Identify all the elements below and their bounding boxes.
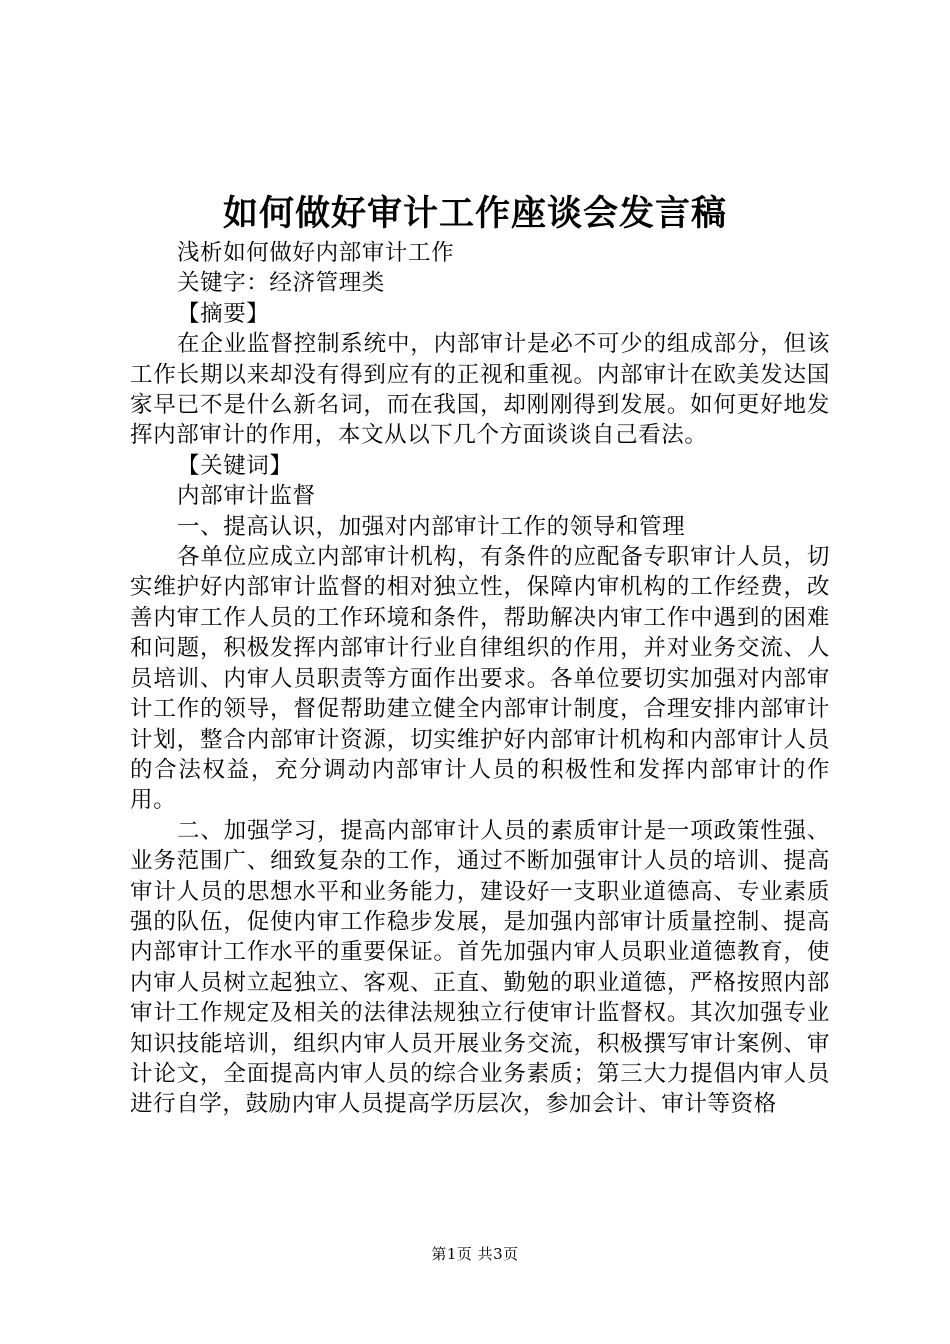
- keywords-heading: 【关键词】: [177, 452, 293, 479]
- abstract-heading: 【摘要】: [177, 300, 270, 327]
- page-footer: 第1页 共3页: [431, 1245, 519, 1263]
- section-heading-1: 一、提高认识，加强对内部审计工作的领导和管理: [177, 513, 686, 540]
- keywords-list: 内部审计监督: [177, 483, 316, 510]
- section-paragraph-2: 二、加强学习，提高内部审计人员的素质审计是一项政策性强、业务范围广、细致复杂的工作，通过不断加强审计人员的培训、提高审计人员的思想水平和业务能力，建设好一支职业道德高、专业素质强的队伍，促使内审工作稳步发展，是加强内部审计质量控制、提高内部审计工作水平的重要保证。首先加强内审人员职业道德教育，使内审人员树立起独立、客观、正直、勤勉的职业道德，严格按照内部审计工作规定及相关的法律法规独立行使审计监督权。其次加强专业知识技能培训，组织内审人员开展业务交流，积极撰写审计案例、审计论文，全面提高内审人员的综合业务素质；第三大力提倡内审人员进行自学，鼓励内审人员提高学历层次，参加会计、审计等资格: [130, 817, 830, 1118]
- document-title: 如何做好审计工作座谈会发言稿: [222, 193, 727, 234]
- keywords-paragraph: 关键字：经济管理类: [177, 270, 385, 297]
- section-paragraph-1: 各单位应成立内部审计机构，有条件的应配备专职审计人员，切实维护好内部审计监督的相对独立性，保障内审机构的工作经费，改善内审工作人员的工作环境和条件，帮助解决内审工作中遇到的困难和问题，积极发挥内部审计行业自律组织的作用，并对业务交流、人员培训、内审人员职责等方面作出要求。各单位要切实加强对内部审计工作的领导，督促帮助建立健全内部审计制度，合理安排内部审计计划，整合内部审计资源，切实维护好内部审计机构和内部审计人员的合法权益，充分调动内部审计人员的积极性和发挥内部审计的作用。: [130, 544, 830, 814]
- document-body: [130, 238, 830, 1120]
- subtitle-paragraph: 浅析如何做好内部审计工作: [177, 240, 455, 266]
- abstract-paragraph: 在企业监督控制系统中，内部审计是必不可少的组成部分，但该工作长期以来却没有得到应有的正视和重视。内部审计在欧美发达国家早已不是什么新名词，而在我国，却刚刚得到发展。如何更好地发挥内部审计的作用，本文从以下几个方面谈谈自己看法。: [130, 331, 830, 449]
